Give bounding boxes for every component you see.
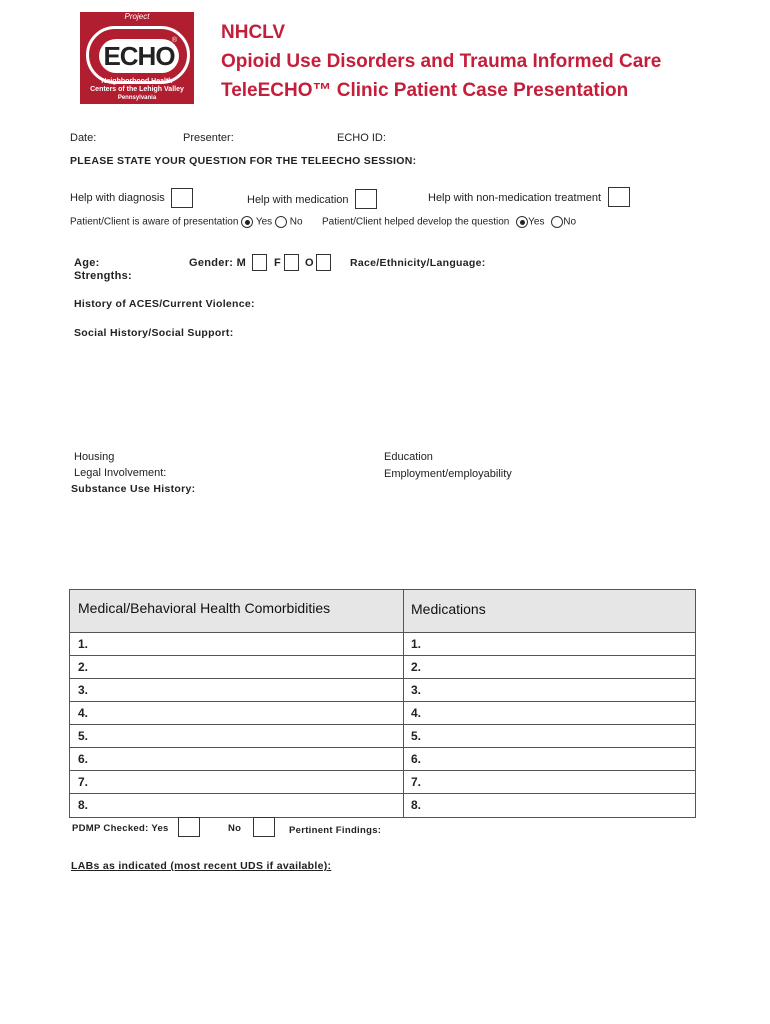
age-label: Age: (74, 257, 100, 269)
comorbidity-row-number: 2. (78, 660, 89, 674)
form-title: Opioid Use Disorders and Trauma Informed Care (221, 51, 662, 72)
project-echo-logo (80, 12, 194, 104)
logo-registered-mark: ® (171, 37, 177, 44)
table-row (70, 794, 695, 816)
medication-row-number: 2. (411, 660, 422, 674)
medication-row-number: 8. (411, 798, 422, 812)
medication-row-number: 1. (411, 637, 422, 651)
helped-no-label: No (563, 216, 577, 228)
comorbidity-row-number: 7. (78, 775, 89, 789)
logo-subtitle-line3: Pennsylvania (117, 95, 157, 101)
helped-row (322, 216, 576, 228)
strengths-label: Strengths: (74, 270, 132, 282)
table-header (70, 590, 695, 633)
awareness-label: Patient/Client is aware of presentation (70, 216, 239, 228)
logo-subtitle-line1: Neighborhood Health (101, 78, 173, 85)
social-history-label: Social History/Social Support: (74, 327, 234, 339)
education-label: Education (384, 451, 433, 463)
table-row (70, 748, 695, 771)
comorbidity-row-number: 6. (78, 752, 89, 766)
table-row (70, 679, 695, 702)
date-label: Date: (70, 132, 97, 144)
comorbidity-row-number: 5. (78, 729, 89, 743)
table-row (70, 725, 695, 748)
pdmp-yes-checkbox[interactable] (178, 817, 200, 837)
help-non-medication-checkbox[interactable] (608, 187, 630, 207)
helped-yes-radio[interactable] (516, 216, 528, 228)
gender-o-checkbox[interactable] (316, 254, 331, 271)
help-non-medication-label: Help with non-medication treatment (428, 192, 602, 204)
org-title: NHCLV (221, 22, 286, 43)
pdmp-label: PDMP Checked: Yes (72, 823, 169, 834)
table-row (70, 702, 695, 725)
aces-label: History of ACES/Current Violence: (74, 298, 255, 310)
table-row (70, 633, 695, 656)
labs-label: LABs as indicated (most recent UDS if available): (71, 860, 332, 872)
medication-row-number: 4. (411, 706, 422, 720)
question-heading: PLEASE STATE YOUR QUESTION FOR THE TELEECHO SESSION: (70, 155, 417, 167)
medication-row-number: 3. (411, 683, 422, 697)
employment-label: Employment/employability (384, 468, 512, 480)
awareness-yes-radio[interactable] (241, 216, 253, 228)
comorbidity-row-number: 3. (78, 683, 89, 697)
housing-label: Housing (74, 451, 115, 463)
legal-label: Legal Involvement: (74, 467, 167, 479)
comorbidity-row-number: 1. (78, 637, 89, 651)
comorbidities-header: Medical/Behavioral Health Comorbidities (78, 600, 331, 616)
comorbidity-row-number: 4. (78, 706, 89, 720)
logo-echo-text: ECHO (99, 39, 179, 73)
form-subtitle: TeleECHO™ Clinic Patient Case Presentation (221, 80, 629, 101)
helped-label: Patient/Client helped develop the question (322, 216, 510, 228)
helped-yes-label: Yes (528, 216, 545, 228)
logo-subtitle (80, 78, 194, 102)
pdmp-no-checkbox[interactable] (253, 817, 275, 837)
logo-project-text: Project (124, 12, 150, 21)
awareness-no-radio[interactable] (275, 216, 287, 228)
helped-no-radio[interactable] (551, 216, 563, 228)
awareness-row (70, 216, 303, 228)
help-medication-label: Help with medication (247, 194, 349, 206)
awareness-yes-label: Yes (255, 216, 273, 228)
table-row (70, 656, 695, 679)
help-medication-checkbox[interactable] (355, 189, 377, 209)
help-diagnosis-checkbox[interactable] (171, 188, 193, 208)
medication-row-number: 7. (411, 775, 422, 789)
table-column-divider (403, 590, 404, 817)
awareness-no-label: No (289, 216, 303, 228)
comorbidity-row-number: 8. (78, 798, 89, 812)
medication-row-number: 5. (411, 729, 422, 743)
echo-id-label: ECHO ID: (337, 132, 386, 144)
presenter-label: Presenter: (183, 132, 234, 144)
gender-m-checkbox[interactable] (252, 254, 267, 271)
substance-label: Substance Use History: (71, 483, 196, 495)
logo-subtitle-line2: Centers of the Lehigh Valley (90, 86, 184, 93)
pdmp-no-label: No (228, 823, 242, 834)
help-diagnosis-label: Help with diagnosis (70, 192, 165, 204)
comorbidities-medications-table (69, 589, 696, 818)
race-label: Race/Ethnicity/Language: (350, 257, 486, 269)
gender-label: Gender: M (189, 257, 247, 269)
gender-f-label: F (274, 257, 282, 269)
logo-ring (86, 26, 190, 84)
table-row (70, 771, 695, 794)
gender-f-checkbox[interactable] (284, 254, 299, 271)
gender-o-label: O (305, 257, 314, 269)
medication-row-number: 6. (411, 752, 422, 766)
pertinent-findings-label: Pertinent Findings: (289, 825, 382, 836)
medications-header: Medications (411, 601, 486, 617)
